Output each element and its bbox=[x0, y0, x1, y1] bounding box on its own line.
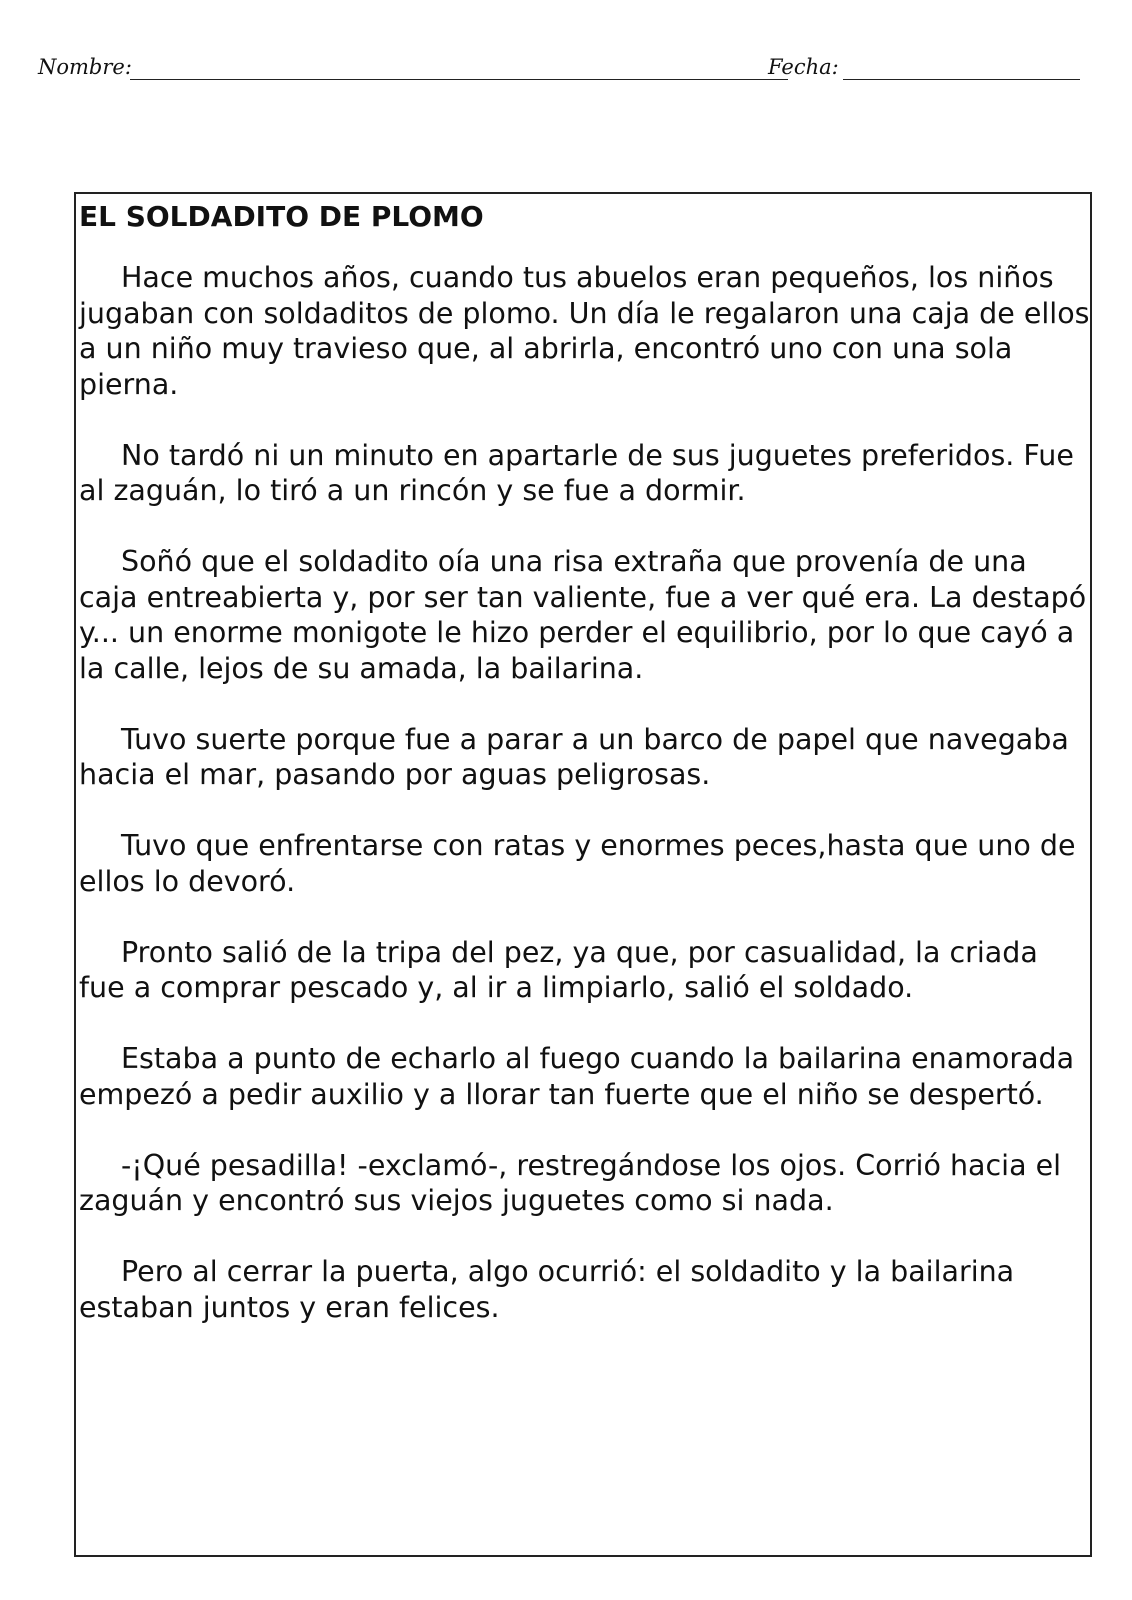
name-blank-line[interactable] bbox=[130, 79, 788, 80]
name-label: Nombre: bbox=[38, 55, 132, 79]
story-paragraph-1: Hace muchos años, cuando tus abuelos eran pequeños, los niños jugaban con soldaditos de plomo. Un día le regalaron una caja de ellos a un niño muy travieso que, al abrirla, encontró uno con una sola pierna. bbox=[79, 261, 1090, 401]
story-paragraph-8: -¡Qué pesadilla! -exclamó-, restregándose los ojos. Corrió hacia el zaguán y encontró sus viejos juguetes como si nada. bbox=[79, 1148, 1062, 1217]
story-paragraph-4: Tuvo suerte porque fue a parar a un barco de papel que navegaba hacia el mar, pasando por aguas peligrosas. bbox=[79, 722, 1069, 791]
date-blank-line[interactable] bbox=[843, 79, 1080, 80]
date-label: Fecha: bbox=[768, 55, 839, 79]
story-paragraph-6: Pronto salió de la tripa del pez, ya que, por casualidad, la criada fue a comprar pescado y, al ir a limpiarlo, salió el soldado. bbox=[79, 935, 1038, 1004]
story-paragraph-9: Pero al cerrar la puerta, algo ocurrió: el soldadito y la bailarina estaban juntos y eran felices. bbox=[79, 1255, 1015, 1324]
worksheet-header bbox=[38, 55, 1078, 85]
story-paragraph-5: Tuvo que enfrentarse con ratas y enormes peces,hasta que uno de ellos lo devoró. bbox=[79, 829, 1076, 898]
story-paragraph-3: Soñó que el soldadito oía una risa extraña que provenía de una caja entreabierta y, por ser tan valiente, fue a ver qué era. La destapó y... un enorme monigote le hizo perder el equilibrio, por lo que cayó a la calle, lejos de su amada, la bailarina. bbox=[79, 545, 1087, 685]
story-paragraph-2: No tardó ni un minuto en apartarle de sus juguetes preferidos. Fue al zaguán, lo tiró a un rincón y se fue a dormir. bbox=[79, 438, 1074, 507]
story-title: EL SOLDADITO DE PLOMO bbox=[79, 200, 484, 233]
story-box bbox=[74, 192, 1092, 1557]
story-paragraph-7: Estaba a punto de echarlo al fuego cuando la bailarina enamorada empezó a pedir auxilio y a llorar tan fuerte que el niño se despertó. bbox=[79, 1042, 1075, 1111]
